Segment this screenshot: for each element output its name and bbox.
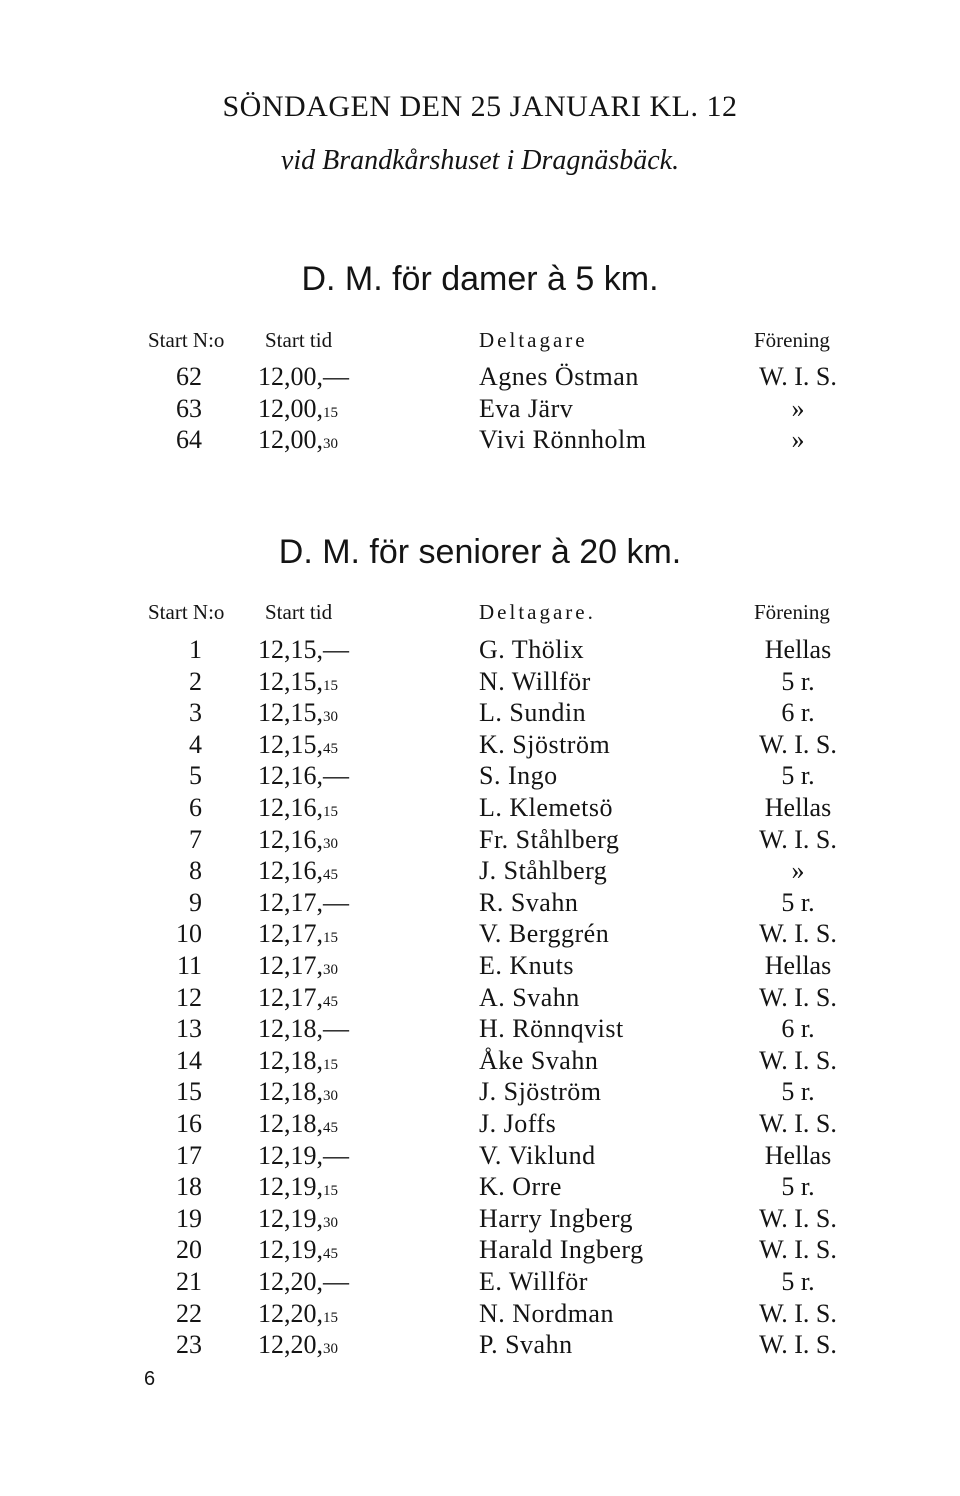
col-header-deltagare: Deltagare bbox=[479, 328, 588, 352]
start-time bbox=[258, 1330, 338, 1360]
participant-name: P. Svahn bbox=[479, 1330, 573, 1360]
participant-name: J. Joffs bbox=[479, 1109, 557, 1138]
club-name: 5 r. bbox=[781, 1077, 815, 1107]
participant-name: L. Sundin bbox=[479, 698, 587, 728]
col-header-deltagare: Deltagare. bbox=[479, 600, 596, 624]
table-row bbox=[0, 1235, 960, 1267]
club-name: Hellas bbox=[764, 1140, 832, 1170]
start-number: 10 bbox=[176, 919, 202, 949]
table-row bbox=[0, 635, 960, 667]
start-time-seconds: 45 bbox=[323, 1246, 338, 1263]
start-time-main: 12,15, bbox=[258, 698, 323, 728]
table-row bbox=[0, 1046, 960, 1078]
start-time-main: 12,17,— bbox=[258, 887, 349, 917]
start-number: 5 bbox=[189, 761, 202, 791]
club-name: W. I. S. bbox=[759, 1045, 837, 1075]
col-header-start-tid: Start tid bbox=[265, 600, 333, 624]
club-name: W. I. S. bbox=[759, 362, 837, 391]
table-row bbox=[0, 983, 960, 1015]
start-time-main: 12,16,— bbox=[258, 761, 349, 791]
participant-name: N. Willför bbox=[479, 666, 591, 696]
start-time bbox=[258, 1014, 349, 1044]
start-time-main: 12,20, bbox=[258, 1330, 323, 1360]
start-number: 8 bbox=[189, 856, 202, 886]
participant-name: Agnes Östman bbox=[479, 362, 639, 391]
start-time bbox=[258, 919, 338, 949]
event-date-heading: SÖNDAGEN DEN 25 JANUARI KL. 12 bbox=[222, 90, 738, 123]
start-number: 63 bbox=[176, 393, 202, 423]
start-number: 21 bbox=[176, 1267, 202, 1296]
start-time-seconds: 45 bbox=[323, 867, 338, 884]
club-name: W. I. S. bbox=[759, 1109, 837, 1138]
start-number: 23 bbox=[176, 1330, 202, 1360]
participant-name: G. Thölix bbox=[479, 635, 585, 664]
start-time-main: 12,18, bbox=[258, 1109, 323, 1138]
club-name: Hellas bbox=[764, 951, 832, 980]
table-row bbox=[0, 1330, 960, 1362]
table-row bbox=[0, 667, 960, 699]
participant-name: Harald Ingberg bbox=[479, 1235, 644, 1265]
table-row bbox=[0, 951, 960, 983]
start-time-seconds: 15 bbox=[323, 1183, 338, 1200]
start-time-main: 12,19, bbox=[258, 1235, 323, 1265]
start-time-seconds: 30 bbox=[323, 1214, 338, 1231]
start-number: 17 bbox=[176, 1140, 202, 1170]
start-time-main: 12,15, bbox=[258, 729, 323, 759]
club-name: W. I. S. bbox=[759, 1330, 837, 1360]
club-name: 6 r. bbox=[781, 698, 815, 728]
start-time bbox=[258, 1077, 338, 1107]
start-time-main: 12,16, bbox=[258, 824, 323, 854]
start-number: 20 bbox=[176, 1235, 202, 1265]
col-header-start-tid: Start tid bbox=[265, 328, 333, 352]
start-time-main: 12,19, bbox=[258, 1172, 323, 1202]
table-row bbox=[0, 1109, 960, 1141]
club-name: 5 r. bbox=[781, 761, 815, 791]
participant-name: K. Sjöström bbox=[479, 729, 611, 759]
start-time-seconds: 15 bbox=[323, 804, 338, 820]
start-time-main: 12,00,— bbox=[258, 362, 349, 391]
start-time bbox=[258, 1141, 349, 1171]
start-time-seconds: 30 bbox=[323, 1088, 338, 1105]
col-header-forening: Förening bbox=[754, 328, 830, 352]
start-time bbox=[258, 1046, 338, 1076]
start-time bbox=[258, 1267, 349, 1297]
table-row bbox=[0, 793, 960, 825]
start-time-main: 12,19, bbox=[258, 1203, 323, 1233]
start-time-main: 12,15, bbox=[258, 666, 323, 696]
start-time bbox=[258, 730, 338, 760]
start-time-seconds: 15 bbox=[323, 1309, 338, 1326]
club-name: W. I. S. bbox=[759, 824, 837, 854]
table-row bbox=[0, 761, 960, 793]
start-time-main: 12,16, bbox=[258, 793, 323, 822]
start-time-main: 12,18, bbox=[258, 1045, 323, 1075]
table-row bbox=[0, 856, 960, 888]
start-number: 12 bbox=[176, 982, 202, 1012]
start-time-main: 12,17, bbox=[258, 919, 323, 949]
table-row bbox=[0, 1077, 960, 1109]
start-number: 7 bbox=[189, 824, 202, 854]
club-name: W. I. S. bbox=[759, 919, 837, 949]
start-time bbox=[258, 425, 338, 455]
table-row bbox=[0, 1141, 960, 1173]
club-name: 5 r. bbox=[781, 1172, 815, 1202]
participant-name: A. Svahn bbox=[479, 982, 580, 1012]
start-time-seconds: 30 bbox=[323, 962, 338, 978]
event-location: vid Brandkårshuset i Dragnäsbäck. bbox=[280, 145, 680, 176]
club-name: W. I. S. bbox=[759, 1235, 837, 1265]
table-row bbox=[0, 730, 960, 762]
start-time bbox=[258, 793, 338, 823]
start-time-seconds: 15 bbox=[323, 930, 338, 947]
participant-name: L. Klemetsö bbox=[479, 793, 614, 822]
start-time-seconds: 15 bbox=[323, 677, 338, 694]
start-time bbox=[258, 667, 338, 697]
start-number: 9 bbox=[189, 887, 202, 917]
start-number: 3 bbox=[189, 698, 202, 728]
start-time-main: 12,18,— bbox=[258, 1014, 349, 1044]
participant-name: R. Svahn bbox=[479, 887, 579, 917]
section-title-damer: D. M. för damer à 5 km. bbox=[301, 260, 659, 298]
club-name: W. I. S. bbox=[759, 982, 837, 1012]
start-time-seconds: 45 bbox=[323, 1120, 338, 1136]
start-time-seconds: 30 bbox=[323, 835, 338, 852]
start-time-seconds: 30 bbox=[323, 1341, 338, 1358]
start-time-main: 12,20,— bbox=[258, 1267, 349, 1296]
participant-name: H. Rönnqvist bbox=[479, 1014, 624, 1044]
table-row bbox=[0, 825, 960, 857]
start-time-seconds: 30 bbox=[323, 436, 338, 452]
start-time bbox=[258, 856, 338, 886]
start-time-main: 12,00, bbox=[258, 393, 323, 423]
club-name: » bbox=[791, 393, 805, 423]
start-number: 4 bbox=[189, 729, 202, 759]
start-number: 16 bbox=[176, 1109, 202, 1138]
club-name: » bbox=[791, 856, 805, 886]
participant-name: V. Berggrén bbox=[479, 919, 610, 949]
participant-name: E. Willför bbox=[479, 1267, 588, 1296]
start-time-seconds: 45 bbox=[323, 740, 338, 757]
start-number: 11 bbox=[176, 951, 202, 980]
start-time-main: 12,17, bbox=[258, 951, 323, 980]
table-row bbox=[0, 425, 960, 457]
participant-name: V. Viklund bbox=[479, 1140, 596, 1170]
col-header-start-nr: Start N:o bbox=[148, 328, 225, 352]
table-row bbox=[0, 698, 960, 730]
club-name: 5 r. bbox=[781, 1267, 815, 1296]
page-number: 6 bbox=[144, 1368, 156, 1390]
start-number: 22 bbox=[176, 1298, 202, 1328]
table-row bbox=[0, 1267, 960, 1299]
start-time bbox=[258, 951, 338, 981]
start-time bbox=[258, 698, 338, 728]
start-number: 62 bbox=[176, 362, 202, 391]
start-time bbox=[258, 1172, 338, 1202]
participant-name: Åke Svahn bbox=[479, 1045, 599, 1075]
section-title-seniorer: D. M. för seniorer à 20 km. bbox=[278, 533, 682, 571]
club-name: Hellas bbox=[764, 635, 832, 664]
table-row bbox=[0, 1172, 960, 1204]
start-time-main: 12,20, bbox=[258, 1298, 323, 1328]
start-number: 15 bbox=[176, 1077, 202, 1107]
start-time-main: 12,00, bbox=[258, 425, 323, 454]
start-time-seconds: 30 bbox=[323, 709, 338, 726]
start-number: 64 bbox=[176, 425, 202, 454]
club-name: W. I. S. bbox=[759, 1298, 837, 1328]
club-name: 6 r. bbox=[781, 1014, 815, 1044]
start-time-main: 12,16, bbox=[258, 856, 323, 886]
start-time bbox=[258, 761, 349, 791]
start-number: 1 bbox=[189, 635, 202, 664]
table-row bbox=[0, 362, 960, 394]
participant-name: Fr. Ståhlberg bbox=[479, 824, 620, 854]
start-time-seconds: 15 bbox=[323, 1056, 338, 1073]
start-time bbox=[258, 888, 349, 918]
table-row bbox=[0, 919, 960, 951]
start-number: 14 bbox=[176, 1045, 202, 1075]
participant-name: Harry Ingberg bbox=[479, 1203, 634, 1233]
start-time bbox=[258, 825, 338, 855]
start-number: 19 bbox=[176, 1203, 202, 1233]
col-header-forening: Förening bbox=[754, 600, 830, 624]
participant-name: J. Sjöström bbox=[479, 1077, 602, 1107]
col-header-start-nr: Start N:o bbox=[148, 600, 225, 624]
start-time bbox=[258, 1299, 338, 1329]
table-row bbox=[0, 888, 960, 920]
table-row bbox=[0, 394, 960, 426]
start-time bbox=[258, 1235, 338, 1265]
table-row bbox=[0, 1014, 960, 1046]
start-time bbox=[258, 635, 349, 665]
participant-name: Vivi Rönnholm bbox=[479, 425, 647, 454]
participant-name: S. Ingo bbox=[479, 761, 558, 791]
club-name: Hellas bbox=[764, 793, 832, 822]
start-number: 13 bbox=[176, 1014, 202, 1044]
club-name: 5 r. bbox=[781, 887, 815, 917]
participant-name: Eva Järv bbox=[479, 393, 574, 423]
start-time-main: 12,18, bbox=[258, 1077, 323, 1107]
start-time bbox=[258, 1109, 338, 1139]
start-time bbox=[258, 362, 349, 392]
start-time bbox=[258, 983, 338, 1013]
start-time-main: 12,15,— bbox=[258, 635, 349, 664]
table-row bbox=[0, 1204, 960, 1236]
table-row bbox=[0, 1299, 960, 1331]
start-number: 6 bbox=[189, 793, 202, 822]
start-time-seconds: 15 bbox=[323, 404, 338, 421]
club-name: 5 r. bbox=[781, 666, 815, 696]
start-time-main: 12,17, bbox=[258, 982, 323, 1012]
club-name: » bbox=[791, 425, 805, 454]
start-time bbox=[258, 1204, 338, 1234]
club-name: W. I. S. bbox=[759, 1203, 837, 1233]
participant-name: E. Knuts bbox=[479, 951, 574, 980]
start-number: 18 bbox=[176, 1172, 202, 1202]
participant-name: N. Nordman bbox=[479, 1298, 614, 1328]
start-time-main: 12,19,— bbox=[258, 1140, 349, 1170]
start-number: 2 bbox=[189, 666, 202, 696]
participant-name: J. Ståhlberg bbox=[479, 856, 608, 886]
start-time bbox=[258, 394, 338, 424]
start-time-seconds: 45 bbox=[323, 993, 338, 1010]
club-name: W. I. S. bbox=[759, 729, 837, 759]
participant-name: K. Orre bbox=[479, 1172, 562, 1202]
